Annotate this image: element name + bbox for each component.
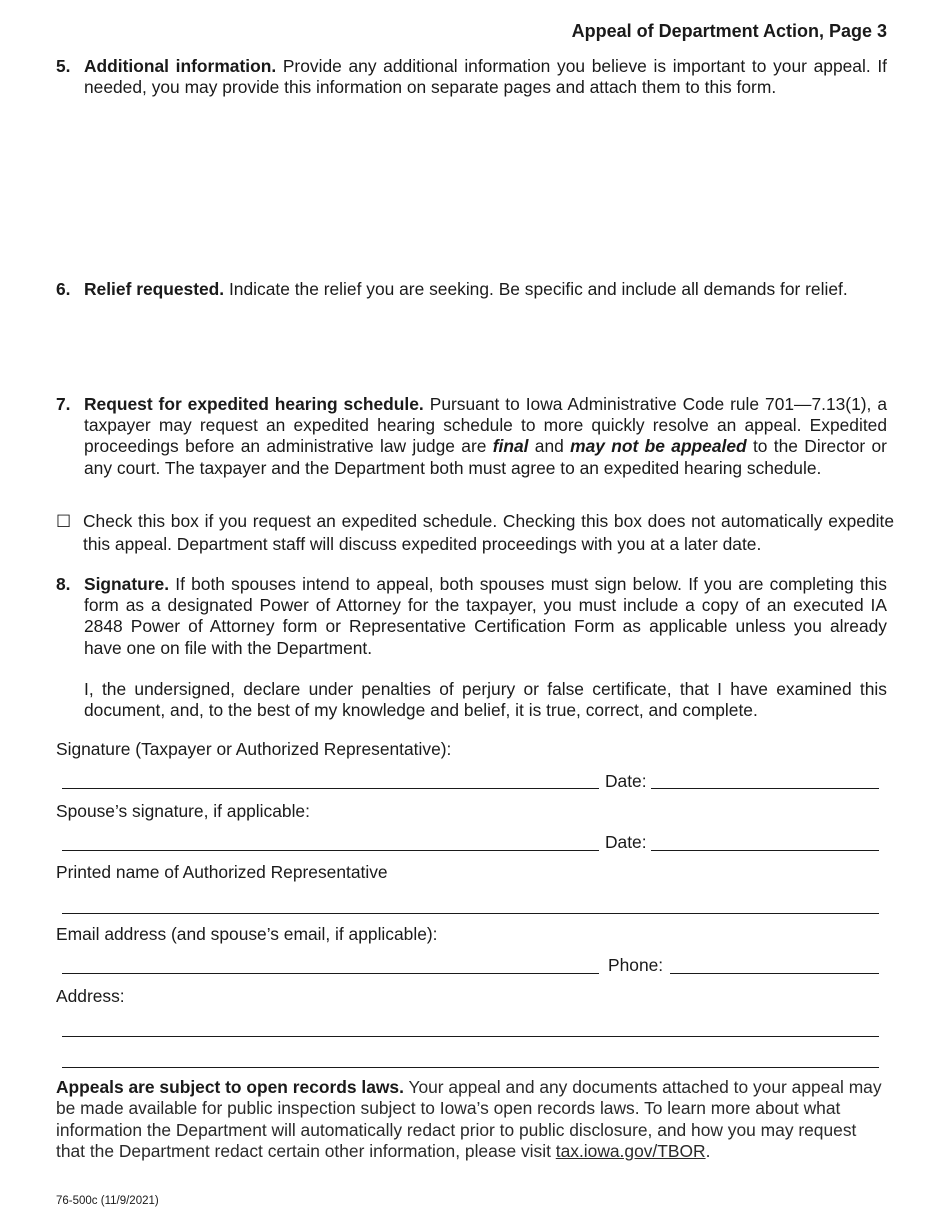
- additional-information-area[interactable]: [84, 126, 887, 274]
- section-heading: Signature.: [84, 574, 170, 594]
- expedited-checkbox-label: Check this box if you request an expedited schedule. Checking this box does not automatically expedite this appeal. Department staff will discuss expedited proceedings with you at a later date.: [83, 511, 894, 554]
- spouse-date-line[interactable]: [651, 850, 879, 851]
- address-label: Address:: [56, 986, 125, 1006]
- tbor-link[interactable]: tax.iowa.gov/TBOR: [555, 1141, 706, 1162]
- section-text: Indicate the relief you are seeking. Be specific and include all demands for relief.: [224, 279, 848, 299]
- section-text: Provide any additional information you believe is important to your appeal. If needed, you may provide this information on separate pages and attach them to this form.: [84, 56, 887, 98]
- section-text: and: [528, 436, 571, 457]
- emphasis-final: final: [492, 436, 529, 457]
- emphasis-not-appealed: may not be appealed: [570, 436, 747, 457]
- address-line-2[interactable]: [62, 1067, 879, 1068]
- section-heading: Relief requested.: [84, 279, 225, 299]
- date-label: Date:: [605, 771, 647, 791]
- spouse-signature-line[interactable]: [62, 850, 599, 851]
- section-6: [56, 279, 887, 300]
- section-text: If both spouses intend to appeal, both spouses must sign below. If you are completing this form as a designated Power of Attorney for the taxpayer, you must include a copy of an executed IA 2848 Power of Attorney form or Representative Certification Form as applicable unless you already have one on file with the Department.: [84, 574, 887, 658]
- expedited-request-row: [56, 510, 894, 556]
- notice-end: .: [705, 1141, 711, 1162]
- section-number: 6.: [56, 279, 71, 299]
- page-title: Appeal of Department Action, Page 3: [571, 21, 887, 41]
- spouse-signature-label: Spouse’s signature, if applicable:: [56, 801, 310, 821]
- relief-requested-area[interactable]: [84, 306, 887, 386]
- printed-name-line[interactable]: [62, 913, 879, 914]
- expedited-checkbox[interactable]: ☐: [56, 512, 72, 531]
- notice-heading: Appeals are subject to open records laws.: [56, 1077, 404, 1097]
- phone-line[interactable]: [670, 973, 879, 974]
- section-heading: Additional information.: [84, 56, 277, 76]
- section-number: 7.: [56, 394, 71, 414]
- signature-label: Signature (Taxpayer or Authorized Representative):: [56, 739, 452, 759]
- section-7: [56, 394, 887, 479]
- section-number: 8.: [56, 574, 71, 594]
- open-records-notice: [56, 1077, 887, 1163]
- notice-text: Your appeal and any documents attached to your appeal may be made available for public inspection subject to Iowa’s open records laws. To learn more about what information the Department will automatically redact prior to public disclosure, and how you may request that the Department redact certain other information, please visit: [56, 1077, 882, 1162]
- signature-line[interactable]: [62, 788, 599, 789]
- email-label: Email address (and spouse’s email, if applicable):: [56, 924, 438, 944]
- section-text: to the Director or any court. The taxpayer and the Department both must agree to an expedited hearing schedule.: [84, 436, 887, 478]
- phone-label: Phone:: [608, 955, 664, 975]
- section-5: [56, 56, 887, 98]
- section-heading: Request for expedited hearing schedule.: [84, 394, 424, 414]
- declaration-text: I, the undersigned, declare under penalties of perjury or false certificate, that I have examined this document, and, to the best of my knowledge and belief, it is true, correct, and complete.: [84, 679, 887, 721]
- date-line[interactable]: [651, 788, 879, 789]
- spouse-date-label: Date:: [605, 832, 647, 852]
- email-line[interactable]: [62, 973, 599, 974]
- section-number: 5.: [56, 56, 71, 76]
- address-line-1[interactable]: [62, 1036, 879, 1037]
- section-8: [56, 574, 887, 659]
- section-text: Pursuant to Iowa Administrative Code rule 701—7.13(1), a taxpayer may request an expedited hearing schedule to more quickly resolve an appeal. Expedited proceedings before an administrative law judge are: [84, 394, 887, 457]
- form-number: 76-500c (11/9/2021): [56, 1195, 159, 1207]
- printed-name-label: Printed name of Authorized Representative: [56, 862, 388, 882]
